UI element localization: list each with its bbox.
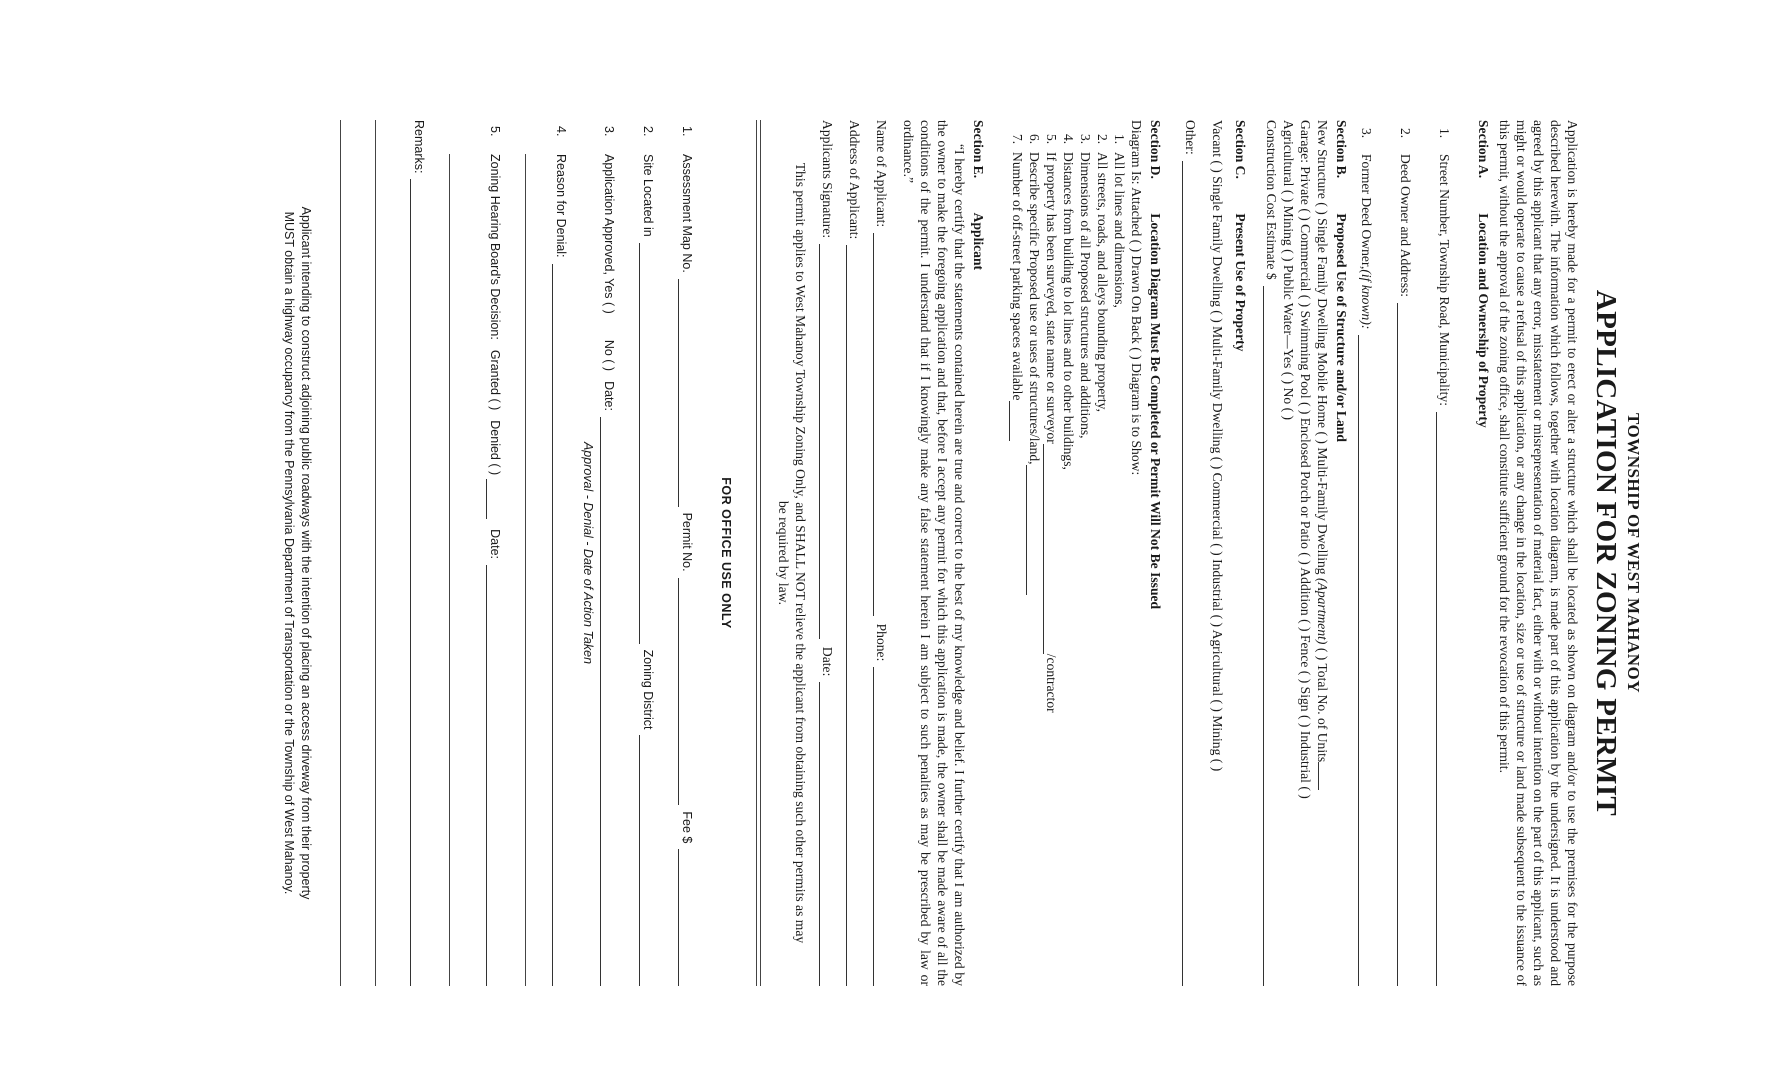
denial-reason-input-line[interactable] xyxy=(552,264,565,986)
item-number: 3. xyxy=(1359,128,1374,139)
list-item xyxy=(1060,134,1077,986)
proposed-use-input-line[interactable] xyxy=(1026,465,1039,595)
remarks-line-3[interactable] xyxy=(340,120,357,986)
item-text: Dimensions of all Proposed structures and additions, xyxy=(1078,152,1093,439)
approved-no-option[interactable]: No ( ) xyxy=(602,339,616,372)
item-number: 5. xyxy=(488,126,502,137)
applicant-name-field[interactable] xyxy=(873,120,890,986)
granted-option[interactable]: Granted ( ) xyxy=(488,349,502,411)
deed-owner-input-line[interactable] xyxy=(1397,303,1410,986)
phone-label: Phone: xyxy=(874,623,889,662)
phone-input-line[interactable] xyxy=(873,667,886,986)
item-text: Distances from building to lot lines and to other buildings, xyxy=(1061,152,1076,470)
field-label: Deed Owner and Address: xyxy=(1398,154,1413,298)
decision-date-label: Date: xyxy=(488,529,502,560)
item-text: Number of off-street parking spaces available xyxy=(1010,152,1025,401)
list-item xyxy=(1094,134,1111,986)
remarks-label: Remarks: xyxy=(412,120,426,174)
section-d-label: Section D. xyxy=(1148,120,1163,179)
office-use-section xyxy=(340,120,734,986)
intro-paragraph: Application is hereby made for a permit to erect or alter a structure which shall be located as shown on diagram and/or to use the premises for the purpose described herewith. The information which follows, together with location diagram, is made part of this application by the undersigned. It is understood and agreed by this applicant that any error, misstatement or misrepresentation of material fact, either with or without intention on the part of this applicant, such as might or would operate to cause a refusal of this application, or any change in the location, size or use of structure or land made subsequent to the issuance of this permit, without the approval of the zoning office, shall constitute sufficient ground for the revocation of this permit. xyxy=(1497,120,1580,986)
denial-reason-label: Reason for Denial: xyxy=(554,154,568,258)
deed-owner-field[interactable] xyxy=(1397,128,1414,986)
applicant-name-label: Name of Applicant: xyxy=(874,120,889,228)
denial-reason-row[interactable] xyxy=(552,126,569,986)
former-owner-field[interactable] xyxy=(1358,128,1375,986)
section-a-label: Section A. xyxy=(1476,120,1491,179)
list-item[interactable] xyxy=(1026,134,1043,986)
divider xyxy=(756,120,757,986)
applicant-name-input-line[interactable] xyxy=(873,233,886,615)
parking-input-line[interactable] xyxy=(1009,401,1022,441)
permit-form xyxy=(280,120,1642,986)
divider xyxy=(760,120,761,986)
former-owner-input-line[interactable] xyxy=(1358,335,1371,986)
remarks-input-line[interactable] xyxy=(410,179,423,986)
assessment-map-label: Assessment Map No. xyxy=(680,154,694,273)
form-title: APPLICATION FOR ZONING PERMIT xyxy=(1590,289,1622,817)
remarks-row[interactable] xyxy=(410,120,427,986)
item-number: 4. xyxy=(1061,134,1076,145)
item-number: 3. xyxy=(1078,134,1093,145)
section-c-label: Section C. xyxy=(1233,120,1248,179)
footer-line-2: MUST obtain a highway occupancy from the Pennsylvania Department of Transportation or the Township of West Mahanoy. xyxy=(282,211,296,895)
approval-date-input-line[interactable] xyxy=(600,417,613,986)
permit-notice: This permit applies to West Mahanoy Township Zoning Only, and SHALL NOT relieve the applicant from obtaining such other permits as may be required by law. xyxy=(776,162,808,944)
item-number: 7. xyxy=(1010,134,1025,145)
signature-date-input-line[interactable] xyxy=(819,682,832,986)
item-number: 1. xyxy=(680,126,694,137)
item-number: 2. xyxy=(1095,134,1110,145)
other-use-input-line[interactable] xyxy=(1182,161,1195,986)
list-item[interactable] xyxy=(1009,134,1026,986)
apartment-note: (Apartment) xyxy=(1315,577,1330,645)
item-text: Describe specific Proposed use or uses of structures/land, xyxy=(1027,152,1042,465)
site-location-row[interactable] xyxy=(639,126,656,986)
signature-label: Applicants Signature: xyxy=(820,120,835,239)
field-label: Street Number, Township Road, Municipality: xyxy=(1437,154,1452,406)
structure-options-1[interactable] xyxy=(1314,120,1331,986)
section-b-heading xyxy=(1333,120,1350,986)
section-e-title: Applicant xyxy=(971,212,986,271)
other-use-label: Other: xyxy=(1183,120,1198,155)
other-use-field[interactable] xyxy=(1182,120,1199,986)
denied-option[interactable]: Denied ( ) xyxy=(488,420,502,476)
item-number: 2. xyxy=(1398,128,1413,139)
structure-options-3[interactable]: Agricultural ( ) Mining ( ) Public Water—Yes ( ) No ( ) xyxy=(1281,120,1296,421)
list-item xyxy=(1111,134,1128,986)
highway-occupancy-notice xyxy=(280,120,314,986)
cost-estimate-field[interactable] xyxy=(1263,120,1280,986)
applicant-address-field[interactable] xyxy=(846,120,863,986)
list-item[interactable] xyxy=(1043,134,1060,986)
remarks-line-2[interactable] xyxy=(375,120,392,986)
cost-estimate-input-line[interactable] xyxy=(1263,286,1276,986)
township-name: TOWNSHIP OF WEST MAHANOY xyxy=(1624,412,1643,694)
section-a-heading xyxy=(1475,120,1492,986)
cost-estimate-label: Construction Cost Estimate $ xyxy=(1264,120,1279,280)
applicant-address-label: Address of Applicant: xyxy=(847,120,862,240)
total-units-input-line[interactable] xyxy=(1318,762,1331,790)
site-located-input-line[interactable] xyxy=(639,243,652,644)
section-d-title: Location Diagram Must Be Completed or Permit Will Not Be Issued xyxy=(1148,213,1163,610)
structure-options-text: New Structure ( ) Single Family Dwelling Mobile Home ( ) Multi-Family Dwelling xyxy=(1315,120,1330,578)
signature-field[interactable] xyxy=(819,120,836,986)
zoning-district-input-line[interactable] xyxy=(639,735,652,986)
field-note: (if known): xyxy=(1359,269,1374,330)
item-number: 4. xyxy=(554,126,568,137)
section-e-heading xyxy=(970,120,987,986)
approval-row[interactable] xyxy=(600,126,617,986)
section-a-title: Location and Ownership of Property xyxy=(1476,213,1491,428)
item-number: 6. xyxy=(1027,134,1042,145)
item-number: 1. xyxy=(1437,128,1452,139)
assessment-row[interactable] xyxy=(678,126,695,986)
diagram-options[interactable]: Diagram Is: Attached ( ) Drawn On Back ( ) Diagram is to Show: xyxy=(1129,120,1144,476)
fee-label: Fee $ xyxy=(680,811,694,844)
section-d-heading xyxy=(1147,120,1164,986)
hearing-board-label: Zoning Hearing Board's Decision: xyxy=(488,154,502,340)
surveyor-input-line[interactable] xyxy=(1043,444,1056,654)
approval-date-label: Date: xyxy=(602,381,616,411)
street-number-input-line[interactable] xyxy=(1436,412,1449,986)
denial-reason-line-2[interactable] xyxy=(525,154,542,986)
item-number: 2. xyxy=(641,126,655,137)
item-number: 3. xyxy=(602,126,616,137)
field-label: Former Deed Owner, xyxy=(1359,154,1374,270)
approved-yes-option[interactable]: Application Approved, Yes ( ) xyxy=(602,154,616,314)
approval-caption: Approval - Denial - Date of Action Taken xyxy=(581,441,595,665)
contractor-label: /contractor xyxy=(1044,653,1059,713)
item-number: 1. xyxy=(1112,134,1127,145)
item-number: 5. xyxy=(1044,134,1059,145)
signature-date-label: Date: xyxy=(820,646,835,677)
total-units-label: ( ) Total No. of Units xyxy=(1315,644,1330,763)
item-text: If property has been surveyed, state name or surveyor xyxy=(1044,152,1059,444)
item-text: All streets, roads, and alleys bounding property, xyxy=(1095,152,1110,412)
section-e-label: Section E. xyxy=(971,120,986,179)
section-c-title: Present Use of Property xyxy=(1233,213,1248,352)
present-use-options[interactable]: Vacant ( ) Single Family Dwelling ( ) Multi-Family Dwelling ( ) Commercial ( ) Industrial ( ) Agricultural ( ) Mining ( ) xyxy=(1210,120,1225,772)
decision-input-line[interactable] xyxy=(486,479,499,519)
decision-line-2[interactable] xyxy=(449,154,466,986)
permit-no-label: Permit No. xyxy=(680,512,694,572)
signature-input-line[interactable] xyxy=(819,244,832,639)
section-b-label: Section B. xyxy=(1334,120,1349,179)
zoning-district-label: Zoning District xyxy=(641,649,655,730)
permit-no-input-line[interactable] xyxy=(678,578,691,806)
diagram-requirements-list xyxy=(1009,134,1128,986)
item-text: All lot lines and dimensions, xyxy=(1112,152,1127,308)
street-number-field[interactable] xyxy=(1436,128,1453,986)
footer-line-1: Applicant intending to construct adjoining public roadways with the intention of placing an access driveway from their property xyxy=(299,206,313,900)
decision-date-input-line[interactable] xyxy=(486,565,499,986)
certification-statement: “I hereby certify that the statements contained herein are true and correct to the best of my knowledge and belief. I further certify that I am authorized by the owner to make the foregoing application and that, before I accept any permit for which this application is made, the owner shall be made aware of all the conditions of the permit. I understand that if I knowingly make any false statement herein I am subject to such penalties as may be prescribed by law or ordinance.” xyxy=(901,120,967,986)
list-item xyxy=(1077,134,1094,986)
site-located-label: Site Located in xyxy=(641,154,655,237)
assessment-map-input-line[interactable] xyxy=(678,279,691,507)
fee-input-line[interactable] xyxy=(678,849,691,986)
section-b-title: Proposed Use of Structure and/or Land xyxy=(1334,213,1349,442)
hearing-board-row[interactable] xyxy=(486,126,503,986)
section-c-heading xyxy=(1232,120,1249,986)
office-use-title: FOR OFFICE USE ONLY xyxy=(719,477,733,629)
applicant-address-input-line[interactable] xyxy=(846,245,859,986)
structure-options-2[interactable]: Garage: Private ( ) Commercial ( ) Swimming Pool ( ) Enclosed Porch or Patio ( ) Addition ( ) Fence ( ) Sign ( ) Industrial ( ) xyxy=(1298,120,1313,799)
